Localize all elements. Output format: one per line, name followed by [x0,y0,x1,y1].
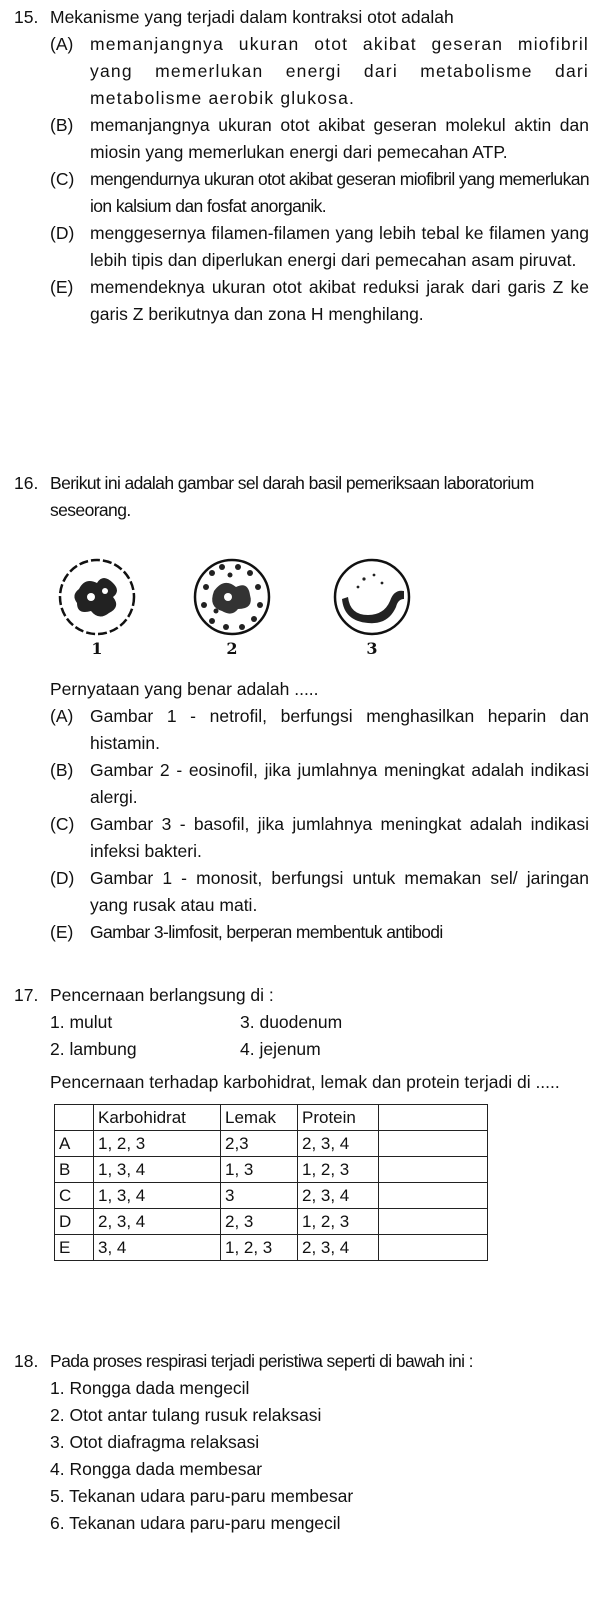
option-label: (E) [50,277,74,297]
option-a [50,703,589,757]
table-cell: D [55,1209,94,1235]
option-text: memendeknya ukuran otot akibat reduksi jarak dari garis Z ke garis Z berikutnya dan zona H menghilang. [90,277,589,324]
option-text: Gambar 3 - basofil, jika jumlahnya meningkat adalah indikasi infeksi bakteri. [90,814,589,861]
list-item: 3. Otot diafragma relaksasi [50,1432,260,1452]
list-item: 4. Rongga dada membesar [50,1459,263,1479]
eosinophil-cell-icon [190,555,274,639]
blood-cell-2 [187,555,277,659]
table-cell: 2, 3, 4 [298,1131,379,1157]
option-label: (D) [50,223,75,243]
option-text: Gambar 1 - monosit, berfungsi untuk memakan sel/ jaringan yang rusak atau mati. [90,868,589,915]
question-17 [14,982,589,1261]
option-text: Gambar 2 - eosinofil, jika jumlahnya meningkat adalah indikasi alergi. [90,760,589,807]
option-label: (B) [50,115,74,135]
table-row [55,1157,488,1183]
figure-label: 2 [226,639,238,658]
table-header-cell: Protein [298,1105,379,1131]
table-header-cell: Karbohidrat [94,1105,221,1131]
figure-label: 3 [366,639,378,658]
question-stem: Pada proses respirasi terjadi peristiwa seperti di bawah ini : [50,1351,473,1371]
option-b [50,757,589,811]
question-stem: Berikut ini adalah gambar sel darah basil pemeriksaan laboratorium seseorang. [50,473,534,520]
option-label: (A) [50,34,74,54]
option-a [50,31,589,112]
table-header-cell [55,1105,94,1131]
option-label: (C) [50,169,75,189]
table-cell: 2, 3, 4 [298,1183,379,1209]
option-label: (A) [50,706,74,726]
option-c [50,166,589,220]
option-d [50,220,589,274]
table-row [55,1235,488,1261]
question-number: 17. [14,985,39,1005]
table-cell [379,1235,488,1261]
list-item: 5. Tekanan udara paru-paru membesar [50,1486,354,1506]
table-cell [379,1183,488,1209]
option-label: (D) [50,868,75,888]
option-c [50,811,589,865]
table-cell: B [55,1157,94,1183]
site-item: 2. lambung [50,1039,137,1059]
table-cell: 3 [221,1183,298,1209]
table-cell: 1, 2, 3 [221,1235,298,1261]
blood-cell-3 [327,555,417,659]
table-cell: C [55,1183,94,1209]
digestion-sites [50,1009,589,1063]
list-item: 2. Otot antar tulang rusuk relaksasi [50,1405,322,1425]
list-item: 6. Tekanan udara paru-paru mengecil [50,1513,341,1533]
blood-cell-figure [52,555,432,665]
table-cell [379,1157,488,1183]
table-cell: A [55,1131,94,1157]
table-header-row [55,1105,488,1131]
answer-table [54,1104,488,1261]
site-item: 3. duodenum [240,1012,343,1032]
table-row [55,1209,488,1235]
question-16-options [14,676,589,946]
option-b [50,112,589,166]
table-cell [379,1209,488,1235]
blood-cell-1 [52,555,142,659]
question-15 [14,4,589,328]
question-number: 16. [14,473,39,493]
table-cell [379,1131,488,1157]
table-cell: 1, 3, 4 [94,1157,221,1183]
option-label: (B) [50,760,74,780]
table-cell: 1, 2, 3 [94,1131,221,1157]
table-cell: 1, 2, 3 [298,1209,379,1235]
neutrophil-cell-icon [55,555,139,639]
question-prompt: Pencernaan terhadap karbohidrat, lemak dan protein terjadi di ..... [50,1072,560,1092]
table-cell: 2, 3, 4 [94,1209,221,1235]
table-header-cell: Lemak [221,1105,298,1131]
option-text: memanjangnya ukuran otot akibat geseran molekul aktin dan miosin yang memerlukan energi dari pemecahan ATP. [90,115,589,162]
figure-label: 1 [91,639,103,658]
list-item: 1. Rongga dada mengecil [50,1378,250,1398]
question-stem: Pencernaan berlangsung di : [50,985,274,1005]
site-item: 4. jejenum [240,1039,321,1059]
option-text: Gambar 1 - netrofil, berfungsi menghasilkan heparin dan histamin. [90,706,589,753]
question-number: 18. [14,1351,39,1371]
table-cell: 2,3 [221,1131,298,1157]
option-text: mengendurnya ukuran otot akibat geseran miofibril yang memerlukan ion kalsium dan fosfat anorganik. [90,169,589,216]
option-label: (E) [50,922,74,942]
option-text: Gambar 3-limfosit, berperan membentuk antibodi [90,922,443,942]
question-prompt: Pernyataan yang benar adalah ..... [50,679,319,699]
monocyte-cell-icon [330,555,414,639]
question-18 [14,1348,589,1537]
table-cell: 2, 3 [221,1209,298,1235]
respiration-events-list [50,1375,589,1537]
option-e [50,274,589,328]
table-header-cell [379,1105,488,1131]
table-cell: 1, 3, 4 [94,1183,221,1209]
option-e [50,919,589,946]
question-stem: Mekanisme yang terjadi dalam kontraksi otot adalah [50,7,454,27]
question-16 [14,470,589,524]
option-d [50,865,589,919]
table-cell: 2, 3, 4 [298,1235,379,1261]
table-row [55,1183,488,1209]
site-item: 1. mulut [50,1012,113,1032]
table-cell: 1, 3 [221,1157,298,1183]
table-cell: 3, 4 [94,1235,221,1261]
question-number: 15. [14,7,39,27]
option-text: menggesernya filamen-filamen yang lebih tebal ke filamen yang lebih tipis dan diperlukan energi dari pemecahan asam piruvat. [90,223,589,270]
table-cell: 1, 2, 3 [298,1157,379,1183]
table-cell: E [55,1235,94,1261]
option-text: memanjangnya ukuran otot akibat geseran miofibril yang memerlukan energi dari metabolisme dari metabolisme aerobik glukosa. [90,34,589,108]
option-label: (C) [50,814,75,834]
table-row [55,1131,488,1157]
